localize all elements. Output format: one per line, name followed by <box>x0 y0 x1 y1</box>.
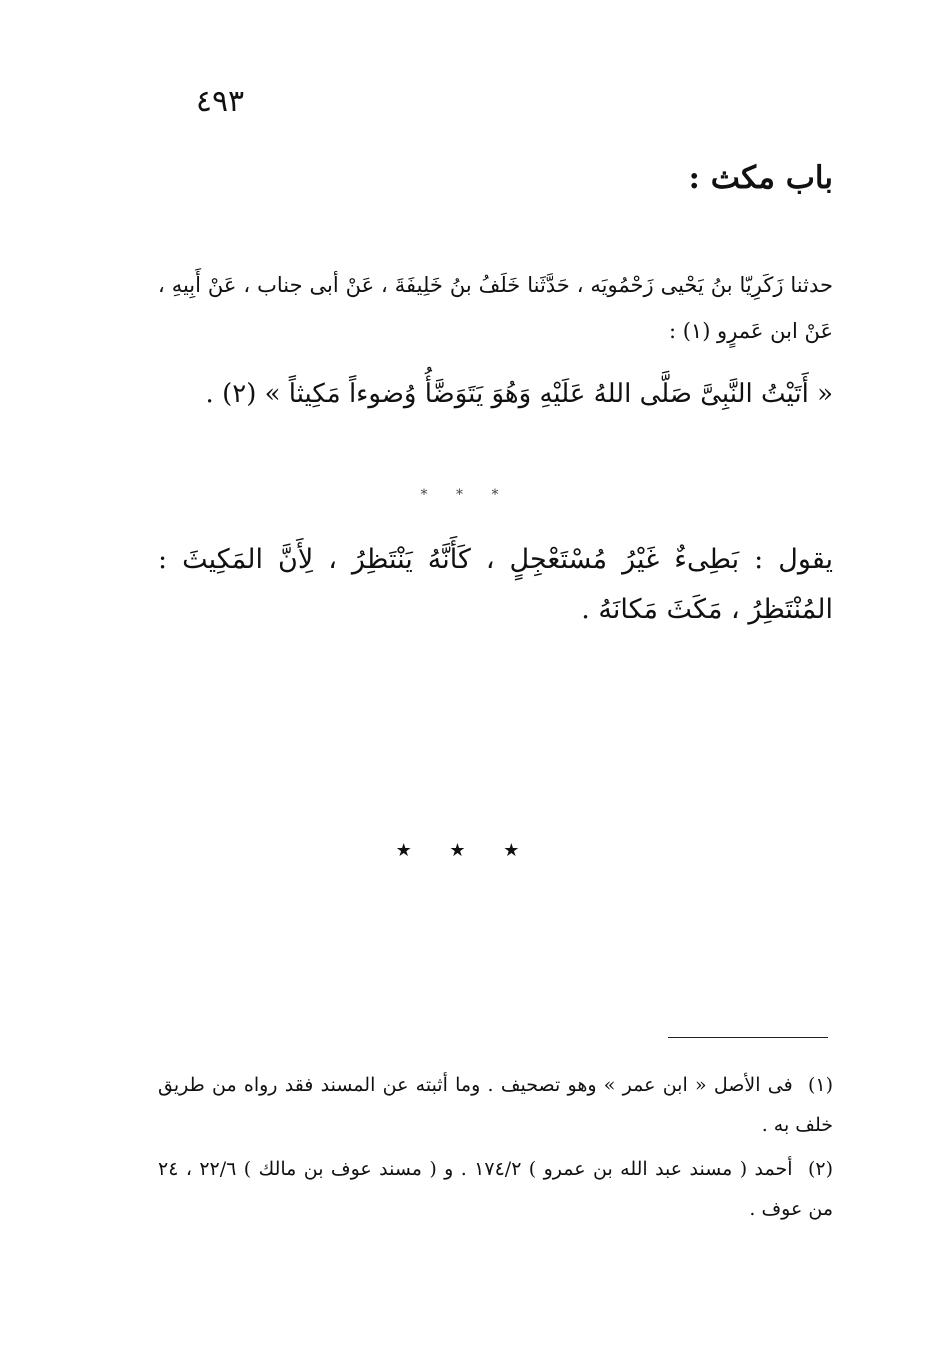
footnote-text: فى الأصل « ابن عمر » وهو تصحيف . وما أثبته عن المسند فقد رواه من طريق خلف به . <box>158 1074 833 1136</box>
page-number: ٤٩٣ <box>195 84 245 119</box>
hadith-text: « أَتَيْتُ النَّبِىَّ صَلَّى اللهُ عَلَيْهِ وَهُوَ يَتَوَضَّأُ وُضوءاً مَكِيثاً » (٢) . <box>205 379 833 409</box>
footnote-number: (١) <box>807 1074 833 1096</box>
section-separator-large: ★ ★ ★ <box>395 840 536 861</box>
section-separator-small: * * * <box>420 487 511 503</box>
footnote-divider <box>668 1037 828 1038</box>
footnote-text: أحمد ( مسند عبد الله بن عمرو ) ١٧٤/٢ . و ( مسند عوف بن مالك ) ٢٢/٦ ، ٢٤ من عوف . <box>158 1158 833 1220</box>
commentary-paragraph: يقول : بَطِىءٌ غَيْرُ مُسْتَعْجِلٍ ، كَأَنَّهُ يَنْتَظِرُ ، لِأَنَّ المَكِيثَ : المُنْتَظِرُ ، مَكَثَ مَكانَهُ . <box>158 544 833 625</box>
isnad-paragraph: حدثنا زَكَرِيّا بنُ يَحْيى زَحْمُويَه ، حَدَّثَنا خَلَفُ بنُ خَلِيفَةَ ، عَنْ أبى جناب ، عَنْ أَبِيهِ ، عَنْ ابن عَمرٍو (١) : <box>158 273 833 343</box>
footnote-1 <box>158 1065 833 1145</box>
chapter-heading: باب مكث : <box>688 160 833 196</box>
footnote-number: (٢) <box>807 1158 833 1180</box>
footnote-2 <box>158 1149 833 1229</box>
